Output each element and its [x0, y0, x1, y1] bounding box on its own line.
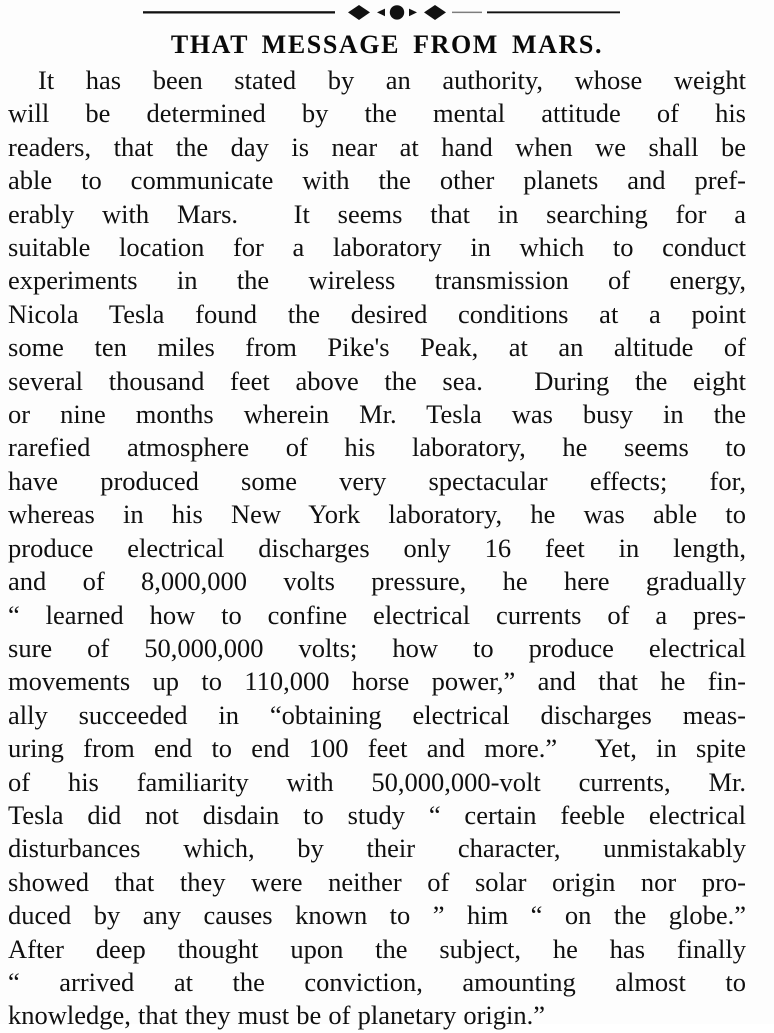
text-line: experiments in the wireless transmission of energy,: [8, 265, 746, 296]
text-line: or nine months wherein Mr. Tesla was busy in the: [8, 399, 746, 430]
text-line: duced by any causes known to ” him “ on the globe.”: [8, 900, 746, 931]
text-line: movements up to 110,000 horse power,” and that he fin-: [8, 666, 746, 697]
text-line: suitable location for a laboratory in which to conduct: [8, 232, 746, 263]
article-body: [0, 64, 774, 1033]
text-line: Nicola Tesla found the desired conditions at a point: [8, 298, 746, 329]
text-line: produce electrical discharges only 16 feet in length,: [8, 532, 746, 563]
text-line: erably with Mars. It seems that in searching for a: [8, 198, 746, 229]
text-line: showed that they were neither of solar origin nor pro-: [8, 866, 746, 897]
text-line: rarefied atmosphere of his laboratory, he seems to: [8, 432, 746, 463]
text-line: It has been stated by an authority, whose weight: [38, 65, 746, 95]
text-line: sure of 50,000,000 volts; how to produce electrical: [8, 632, 746, 663]
text-line: of his familiarity with 50,000,000-volt currents, Mr.: [8, 766, 746, 797]
text-line: “ learned how to confine electrical currents of a pres-: [8, 599, 746, 630]
text-line: several thousand feet above the sea. During the eight: [8, 365, 746, 396]
text-line: able to communicate with the other planets and pref-: [8, 165, 746, 196]
text-line: “ arrived at the conviction, amounting almost to: [8, 966, 746, 997]
text-line: whereas in his New York laboratory, he was able to: [8, 499, 746, 530]
article-paragraph: [8, 64, 746, 1033]
divider-ornament-icon: [0, 0, 774, 26]
page-title: THAT MESSAGE FROM MARS.: [170, 30, 604, 59]
text-line: After deep thought upon the subject, he has finally: [8, 933, 746, 964]
text-line: readers, that the day is near at hand when we shall be: [8, 131, 746, 162]
text-line: will be determined by the mental attitude of his: [8, 98, 746, 129]
text-line: and of 8,000,000 volts pressure, he here gradually: [8, 566, 746, 597]
text-line: ally succeeded in “obtaining electrical discharges meas-: [8, 699, 746, 730]
text-line: Tesla did not disdain to study “ certain feeble electrical: [8, 799, 746, 830]
text-line: uring from end to end 100 feet and more.” Yet, in spite: [8, 733, 746, 764]
ornamental-divider: [0, 0, 774, 26]
text-line: disturbances which, by their character, unmistakably: [8, 833, 746, 864]
text-line: have produced some very spectacular effects; for,: [8, 465, 746, 496]
text-line: some ten miles from Pike's Peak, at an altitude of: [8, 332, 746, 363]
text-line: knowledge, that they must be of planetary origin.”: [8, 1000, 546, 1031]
